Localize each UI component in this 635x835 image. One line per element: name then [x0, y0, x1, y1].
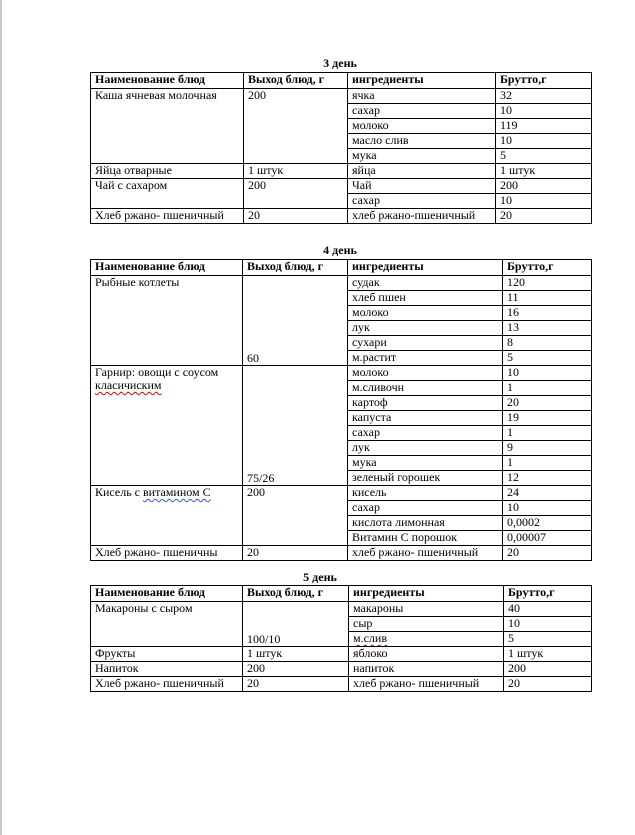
dish-name	[91, 486, 243, 546]
gross-value: 5	[503, 351, 592, 366]
table-header-row	[91, 73, 592, 89]
ingredient: хлеб ржано- пшеничный	[349, 677, 504, 692]
dish-name-line1: Гарнир: овощи с соусом	[95, 365, 219, 379]
ingredient: судак	[348, 276, 503, 291]
table-row	[91, 546, 592, 561]
day-4-table	[90, 259, 592, 561]
table-header-row	[91, 260, 592, 276]
gross-value: 1 штук	[504, 647, 592, 662]
ingredient: макароны	[349, 602, 504, 617]
dish-name: Фрукты	[91, 647, 243, 662]
dish-yield: 200	[243, 662, 349, 677]
gross-value: 120	[503, 276, 592, 291]
ingredient: яблоко	[349, 647, 504, 662]
ingredient: хлеб пшен	[348, 291, 503, 306]
dish-name: Яйца отварные	[91, 164, 244, 179]
ingredient: мука	[348, 149, 496, 164]
header-ingredients: ингредиенты	[348, 260, 503, 276]
ingredient: молоко	[348, 119, 496, 134]
dish-name: Каша ячневая молочная	[91, 89, 244, 164]
ingredient	[349, 632, 504, 647]
ingredient: хлеб ржано- пшеничный	[348, 546, 503, 561]
gross-value: 11	[503, 291, 592, 306]
ingredient: м.растит	[348, 351, 503, 366]
page-edge	[0, 0, 2, 835]
ingredient: сахар	[348, 426, 503, 441]
gross-value: 20	[503, 546, 592, 561]
ingredient: сахар	[348, 194, 496, 209]
dish-name: Чай с сахаром	[91, 179, 244, 209]
header-gross: Брутто,г	[504, 586, 592, 602]
gross-value: 1	[503, 426, 592, 441]
dish-yield: 20	[244, 209, 348, 224]
day-5-title: 5 день	[303, 570, 337, 584]
dish-yield: 75/26	[243, 366, 348, 486]
header-yield: Выход блюд, г	[243, 586, 349, 602]
ingredient-text: м.слив	[353, 631, 387, 645]
ingredient: кислота лимонная	[348, 516, 503, 531]
dish-yield: 60	[243, 276, 348, 366]
table-row	[91, 89, 592, 104]
ingredient: лук	[348, 321, 503, 336]
dish-yield: 200	[243, 486, 348, 546]
gross-value: 13	[503, 321, 592, 336]
ingredient: хлеб ржано-пшеничный	[348, 209, 496, 224]
ingredient: м.сливочн	[348, 381, 503, 396]
dish-yield: 200	[244, 89, 348, 164]
gross-value: 10	[503, 366, 592, 381]
gross-value: 10	[504, 617, 592, 632]
table-row	[91, 662, 592, 677]
dish-yield: 20	[243, 546, 348, 561]
ingredient: лук	[348, 441, 503, 456]
dish-name: Макароны с сыром	[91, 602, 243, 647]
day-3-title: 3 день	[323, 56, 357, 70]
dish-name: Рыбные котлеты	[91, 276, 243, 366]
gross-value: 10	[503, 501, 592, 516]
ingredient: картоф	[348, 396, 503, 411]
ingredient: сухари	[348, 336, 503, 351]
gross-value: 19	[503, 411, 592, 426]
ingredient: кисель	[348, 486, 503, 501]
table-row	[91, 486, 592, 501]
ingredient: сахар	[348, 501, 503, 516]
ingredient: мука	[348, 456, 503, 471]
dish-name: Хлеб ржано- пшеничный	[91, 209, 244, 224]
ingredient: сахар	[348, 104, 496, 119]
header-dish: Наименование блюд	[91, 586, 243, 602]
ingredient: молоко	[348, 306, 503, 321]
dish-name: Напиток	[91, 662, 243, 677]
gross-value: 10	[496, 104, 592, 119]
table-header-row	[91, 586, 592, 602]
dish-yield: 100/10	[243, 602, 349, 647]
gross-value: 20	[496, 209, 592, 224]
gross-value: 10	[496, 134, 592, 149]
gross-value: 20	[503, 396, 592, 411]
table-row	[91, 276, 592, 291]
table-row	[91, 602, 592, 617]
gross-value: 40	[504, 602, 592, 617]
table-row	[91, 677, 592, 692]
gross-value: 1 штук	[496, 164, 592, 179]
gross-value: 0,00007	[503, 531, 592, 546]
gross-value: 24	[503, 486, 592, 501]
ingredient: капуста	[348, 411, 503, 426]
dish-yield: 1 штук	[244, 164, 348, 179]
ingredient: масло слив	[348, 134, 496, 149]
dish-name: Хлеб ржано- пшеничны	[91, 546, 243, 561]
gross-value: 8	[503, 336, 592, 351]
ingredient: яйца	[348, 164, 496, 179]
gross-value: 1	[503, 381, 592, 396]
dish-name-line2: класичиским	[95, 378, 162, 392]
gross-value: 1	[503, 456, 592, 471]
ingredient: сыр	[349, 617, 504, 632]
table-row	[91, 209, 592, 224]
gross-value: 119	[496, 119, 592, 134]
gross-value: 9	[503, 441, 592, 456]
day-5-table	[90, 585, 592, 692]
header-yield: Выход блюд, г	[244, 73, 348, 89]
gross-value: 5	[504, 632, 592, 647]
header-ingredients: ингредиенты	[349, 586, 504, 602]
header-dish: Наименование блюд	[91, 260, 243, 276]
table-row	[91, 164, 592, 179]
dish-name-part1: Кисель с	[95, 485, 144, 499]
gross-value: 200	[504, 662, 592, 677]
dish-yield: 200	[244, 179, 348, 209]
ingredient: Чай	[348, 179, 496, 194]
dish-yield: 1 штук	[243, 647, 349, 662]
table-row	[91, 179, 592, 194]
dish-name-part2: витамином С	[143, 485, 211, 499]
table-row	[91, 647, 592, 662]
ingredient: Витамин С порошок	[348, 531, 503, 546]
dish-name	[91, 366, 243, 486]
ingredient: зеленый горошек	[348, 471, 503, 486]
ingredient: напиток	[349, 662, 504, 677]
gross-value: 20	[504, 677, 592, 692]
gross-value: 32	[496, 89, 592, 104]
gross-value: 12	[503, 471, 592, 486]
header-yield: Выход блюд, г	[243, 260, 348, 276]
dish-yield: 20	[243, 677, 349, 692]
ingredient: молоко	[348, 366, 503, 381]
gross-value: 16	[503, 306, 592, 321]
gross-value: 10	[496, 194, 592, 209]
header-dish: Наименование блюд	[91, 73, 244, 89]
dish-name: Хлеб ржано- пшеничный	[91, 677, 243, 692]
gross-value: 200	[496, 179, 592, 194]
table-row	[91, 366, 592, 381]
header-gross: Брутто,г	[496, 73, 592, 89]
header-gross: Брутто,г	[503, 260, 592, 276]
day-3-table	[90, 72, 592, 224]
day-4-title: 4 день	[323, 243, 357, 257]
header-ingredients: ингредиенты	[348, 73, 496, 89]
gross-value: 0,0002	[503, 516, 592, 531]
gross-value: 5	[496, 149, 592, 164]
ingredient: ячка	[348, 89, 496, 104]
